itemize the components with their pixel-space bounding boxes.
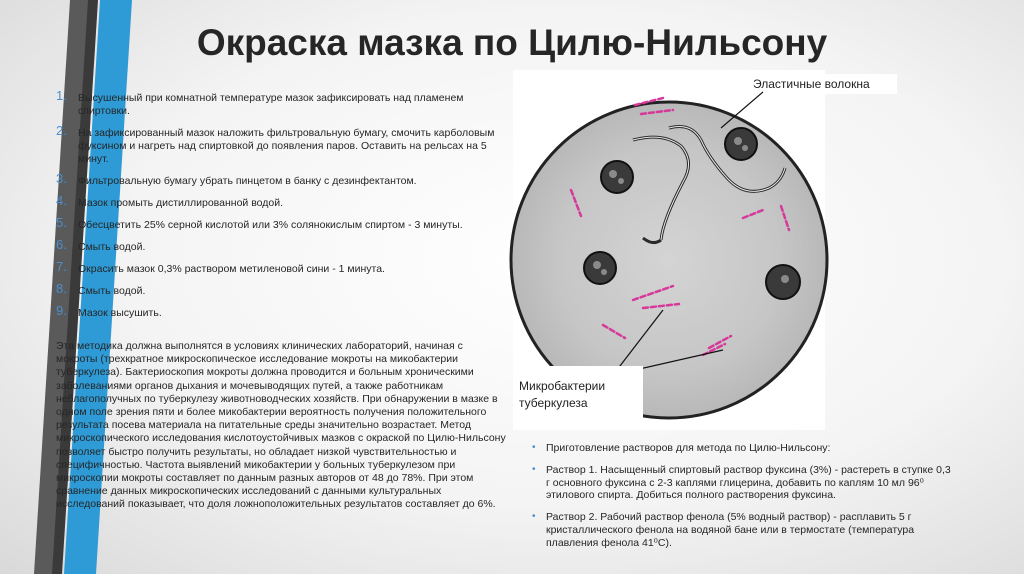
list-item: 6. Смыть водой. bbox=[56, 237, 146, 253]
label-mycobacteria-line1: Микробактерии bbox=[519, 379, 606, 393]
label-mycobacteria-line2: туберкулеза bbox=[519, 396, 588, 410]
list-item: • Раствор 2. Рабочий раствор фенола (5% водный раствор) - расплавить 5 г кристаллического фенола на водяной бане или в термостате (температура плавления фенола 41⁰С). bbox=[532, 511, 915, 549]
list-item: 2. На зафиксированный мазок наложить фильтровальную бумагу, смочить карболовым фуксином и нагреть над спиртовкой до появления паров. Оставить на рельсах на 5 минут. bbox=[56, 123, 495, 165]
list-item: • Приготовление растворов для метода по Цилю-Нильсону: bbox=[532, 442, 831, 454]
list-item: 7. Окрасить мазок 0,3% раствором метиленовой сини - 1 минута. bbox=[56, 259, 385, 275]
bullet-icon: • bbox=[532, 442, 536, 453]
steps-list bbox=[56, 88, 506, 329]
smear-drawing bbox=[513, 70, 870, 430]
bullet-icon: • bbox=[532, 511, 536, 523]
body-paragraph: Эта методика должна выполнятся в условиях клинических лабораторий, начиная с мокроты (трехкратное микроскопическое исследование мокроты на микобактерии туберкулеза). Бактериоскопия мокроты должна проводится и больным хроническими заболеваниями органов дыхания и мочевыводящих путей, а также работникам неблагополучных по туберкулезу животноводческих хозяйств. При обнаружении в мазке в одном поле зрения пяти и более микобактерии вероятность получения положительного результата посева материала на питательные среды значительно возрастает. Метод микроскопического исследования кислотоустойчивых мазков с окраской по Цилю-Нильсону позволяет быстро получить результаты, но обладает низкой чувствительностью и специфичностью. Частота выявлений микобактерии у больных туберкулезом при микроскопии мокроты составляет по данным разных авторов от 48 до 78%. При этом сравнение данных микроскопических исследований с данными культуральных исследований показывает, что доля ложноположительных результатов составляет до 6%. bbox=[56, 340, 506, 511]
list-item: 4. Мазок промыть дистиллированной водой. bbox=[56, 193, 284, 209]
list-item: 1. Высушенный при комнатной температуре мазок зафиксировать над пламенем спиртовки. bbox=[56, 88, 464, 117]
list-item: 5. Обесцветить 25% серной кислотой или 3% солянокислым спиртом - 3 минуты. bbox=[56, 215, 463, 231]
list-item: 3. Фильтровальную бумагу убрать пинцетом в банку с дезинфектантом. bbox=[56, 171, 417, 187]
list-item: • Раствор 1. Насыщенный спиртовый раствор фуксина (3%) - растереть в ступке 0,3 г основного фуксина с 2-3 каплями глицерина, добавить по каплям 10 мл 96⁰ этилового спирта. Добиться полного растворения фуксина. bbox=[532, 463, 951, 502]
page-title: Окраска мазка по Цилю-Нильсону bbox=[196, 22, 828, 63]
label-elastic-fibers: Эластичные волокна bbox=[753, 77, 870, 91]
list-item: 9. Мазок высушить. bbox=[56, 303, 162, 319]
list-item: 8. Смыть водой. bbox=[56, 281, 146, 297]
solutions-notes bbox=[532, 442, 952, 559]
bullet-icon: • bbox=[532, 463, 536, 475]
microscope-illustration bbox=[513, 70, 870, 430]
